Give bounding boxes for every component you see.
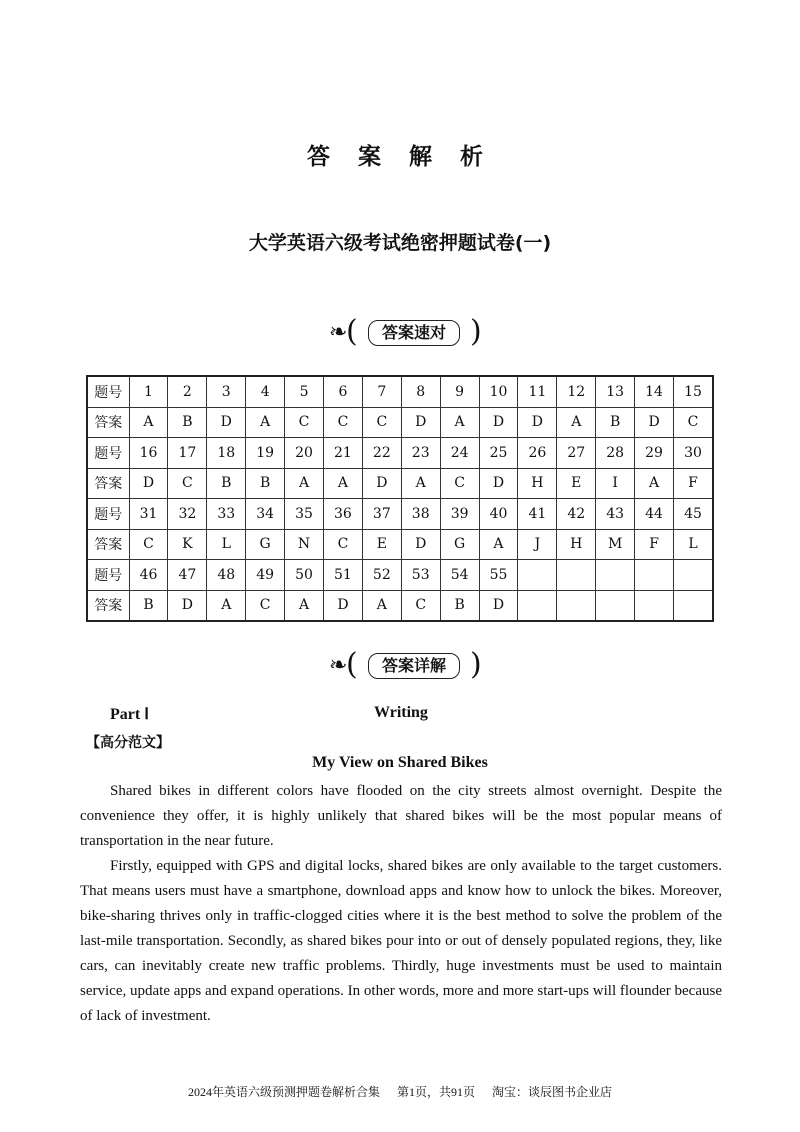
question-answer-cell: D [129,468,168,499]
question-number-cell: 8 [401,376,440,407]
question-number-cell [596,560,635,591]
part-name: Writing [374,704,428,721]
question-answer-cell: A [129,407,168,438]
question-number-cell [557,560,596,591]
question-number-cell: 42 [557,499,596,530]
question-number-cell: 11 [518,376,557,407]
table-row [87,529,713,560]
question-answer-cell: M [596,529,635,560]
question-answer-cell: C [323,529,362,560]
bracket-left-icon: ( [346,314,358,349]
question-answer-cell [518,590,557,621]
question-number-cell: 3 [207,376,246,407]
question-number-cell: 16 [129,438,168,469]
table-row [87,560,713,591]
section-marker-icon: ❧ [329,320,346,345]
section-detailed-answers [0,647,800,687]
question-number-cell [518,560,557,591]
bracket-right-icon: ) [470,314,482,349]
question-answer-cell: A [440,407,479,438]
question-answer-cell: A [323,468,362,499]
model-essay-tag: 【高分范文】 [86,735,170,751]
question-answer-cell: L [207,529,246,560]
question-answer-cell: H [518,468,557,499]
question-number-cell: 49 [246,560,285,591]
number-row-label: 题号 [87,560,129,591]
bracket-left-icon: ( [346,647,358,682]
question-answer-cell: K [168,529,207,560]
question-number-cell: 36 [323,499,362,530]
question-number-cell: 18 [207,438,246,469]
answer-row-label: 答案 [87,468,129,499]
question-number-cell: 38 [401,499,440,530]
question-answer-cell: I [596,468,635,499]
question-number-cell: 19 [246,438,285,469]
section-quick-answers [0,314,800,354]
question-number-cell: 17 [168,438,207,469]
footer-shop: 淘宝：谈辰图书企业店 [492,1085,613,1099]
question-answer-cell: E [557,468,596,499]
question-number-cell: 44 [635,499,674,530]
question-answer-cell: C [401,590,440,621]
question-number-cell: 10 [479,376,518,407]
exam-title: 大学英语六级考试绝密押题试卷(一) [248,232,552,254]
question-answer-cell: D [323,590,362,621]
question-number-cell: 27 [557,438,596,469]
question-answer-cell: C [129,529,168,560]
question-number-cell: 7 [362,376,401,407]
question-answer-cell: N [285,529,324,560]
question-number-cell: 12 [557,376,596,407]
question-answer-cell: J [518,529,557,560]
answer-row-label: 答案 [87,407,129,438]
question-number-cell: 43 [596,499,635,530]
question-answer-cell: D [401,407,440,438]
footer-page-number: 第1页，共91页 [396,1085,475,1099]
question-number-cell: 50 [285,560,324,591]
question-answer-cell [635,590,674,621]
question-number-cell: 14 [635,376,674,407]
essay-paragraph: Firstly, equipped with GPS and digital locks, shared bikes are only available to the target customers. That means users must have a smartphone, download apps and know how to unlock the bikes. Moreover, bike-sharing thrives only in traffic-clogged cities where it is the best method to solve the problem of the last-mile transportation. Secondly, as shared bikes pour into or out of densely populated regions, they, like cars, can inevitably create new traffic problems. Thirdly, huge investments must be used to maintain service, update apps and expand operations. In other words, more and more start-ups will flounder because of lack of investment. [80,858,722,1024]
question-answer-cell: D [362,468,401,499]
question-number-cell: 48 [207,560,246,591]
question-number-cell: 46 [129,560,168,591]
question-number-cell [635,560,674,591]
answer-table [86,375,714,622]
question-answer-cell: H [557,529,596,560]
table-row [87,468,713,499]
question-answer-cell: A [635,468,674,499]
question-number-cell: 37 [362,499,401,530]
question-number-cell: 39 [440,499,479,530]
question-answer-cell: L [674,529,714,560]
question-answer-cell: B [168,407,207,438]
number-row-label: 题号 [87,499,129,530]
essay-body [80,779,722,1029]
question-number-cell: 20 [285,438,324,469]
part-label: Part Ⅰ [110,706,149,723]
question-number-cell: 15 [674,376,714,407]
question-number-cell: 13 [596,376,635,407]
question-answer-cell: D [479,590,518,621]
question-answer-cell: F [674,468,714,499]
question-answer-cell: A [246,407,285,438]
question-number-cell: 41 [518,499,557,530]
question-answer-cell: B [596,407,635,438]
question-number-cell: 6 [323,376,362,407]
question-number-cell: 5 [285,376,324,407]
section-detail-label: 答案详解 [368,653,460,679]
question-number-cell: 54 [440,560,479,591]
question-number-cell: 28 [596,438,635,469]
question-number-cell: 45 [674,499,714,530]
answer-row-label: 答案 [87,529,129,560]
question-answer-cell [557,590,596,621]
table-row [87,407,713,438]
question-number-cell: 47 [168,560,207,591]
question-answer-cell: F [635,529,674,560]
question-answer-cell: A [285,468,324,499]
question-number-cell: 4 [246,376,285,407]
question-number-cell: 29 [635,438,674,469]
part-heading [110,704,710,726]
table-row [87,590,713,621]
question-number-cell: 40 [479,499,518,530]
question-answer-cell: D [518,407,557,438]
question-answer-cell: A [401,468,440,499]
question-answer-cell [596,590,635,621]
question-answer-cell: B [129,590,168,621]
question-answer-cell: C [168,468,207,499]
table-row [87,376,713,407]
question-answer-cell: C [674,407,714,438]
question-number-cell: 35 [285,499,324,530]
question-number-cell: 51 [323,560,362,591]
question-answer-cell: C [246,590,285,621]
question-number-cell: 33 [207,499,246,530]
question-answer-cell: G [246,529,285,560]
question-answer-cell: A [207,590,246,621]
question-number-cell: 34 [246,499,285,530]
question-answer-cell: D [635,407,674,438]
essay-paragraph: Shared bikes in different colors have flooded on the city streets almost overnight. Despite the convenience they offer, it is highly unlikely that shared bikes will be the most popular means of transportation in the near future. [80,783,722,849]
question-number-cell: 2 [168,376,207,407]
question-number-cell: 53 [401,560,440,591]
question-number-cell: 9 [440,376,479,407]
question-answer-cell: D [168,590,207,621]
bracket-right-icon: ) [470,647,482,682]
question-number-cell: 30 [674,438,714,469]
number-row-label: 题号 [87,438,129,469]
question-answer-cell: A [362,590,401,621]
question-answer-cell: D [479,468,518,499]
question-answer-cell: D [207,407,246,438]
number-row-label: 题号 [87,376,129,407]
question-answer-cell: D [479,407,518,438]
question-answer-cell: A [557,407,596,438]
question-answer-cell: C [440,468,479,499]
table-row [87,438,713,469]
question-number-cell: 1 [129,376,168,407]
section-quick-label: 答案速对 [368,320,460,346]
footer-collection: 2024年英语六级预测押题卷解析合集 [187,1085,380,1099]
question-number-cell: 32 [168,499,207,530]
essay-title: My View on Shared Bikes [312,754,488,771]
page-footer [0,1083,800,1100]
question-number-cell: 25 [479,438,518,469]
question-answer-cell: A [479,529,518,560]
question-answer-cell: C [285,407,324,438]
table-row [87,499,713,530]
question-number-cell: 24 [440,438,479,469]
question-number-cell: 31 [129,499,168,530]
question-answer-cell: B [207,468,246,499]
question-number-cell [674,560,714,591]
question-answer-cell: B [440,590,479,621]
question-number-cell: 23 [401,438,440,469]
question-answer-cell: C [362,407,401,438]
question-answer-cell: C [323,407,362,438]
question-answer-cell: D [401,529,440,560]
page-title: 答 案 解 析 [306,144,494,170]
question-answer-cell: A [285,590,324,621]
question-answer-cell: E [362,529,401,560]
question-answer-cell [674,590,714,621]
question-answer-cell: G [440,529,479,560]
question-number-cell: 21 [323,438,362,469]
answer-row-label: 答案 [87,590,129,621]
question-number-cell: 26 [518,438,557,469]
question-number-cell: 55 [479,560,518,591]
question-number-cell: 22 [362,438,401,469]
section-marker-icon: ❧ [329,653,346,678]
question-answer-cell: B [246,468,285,499]
question-number-cell: 52 [362,560,401,591]
